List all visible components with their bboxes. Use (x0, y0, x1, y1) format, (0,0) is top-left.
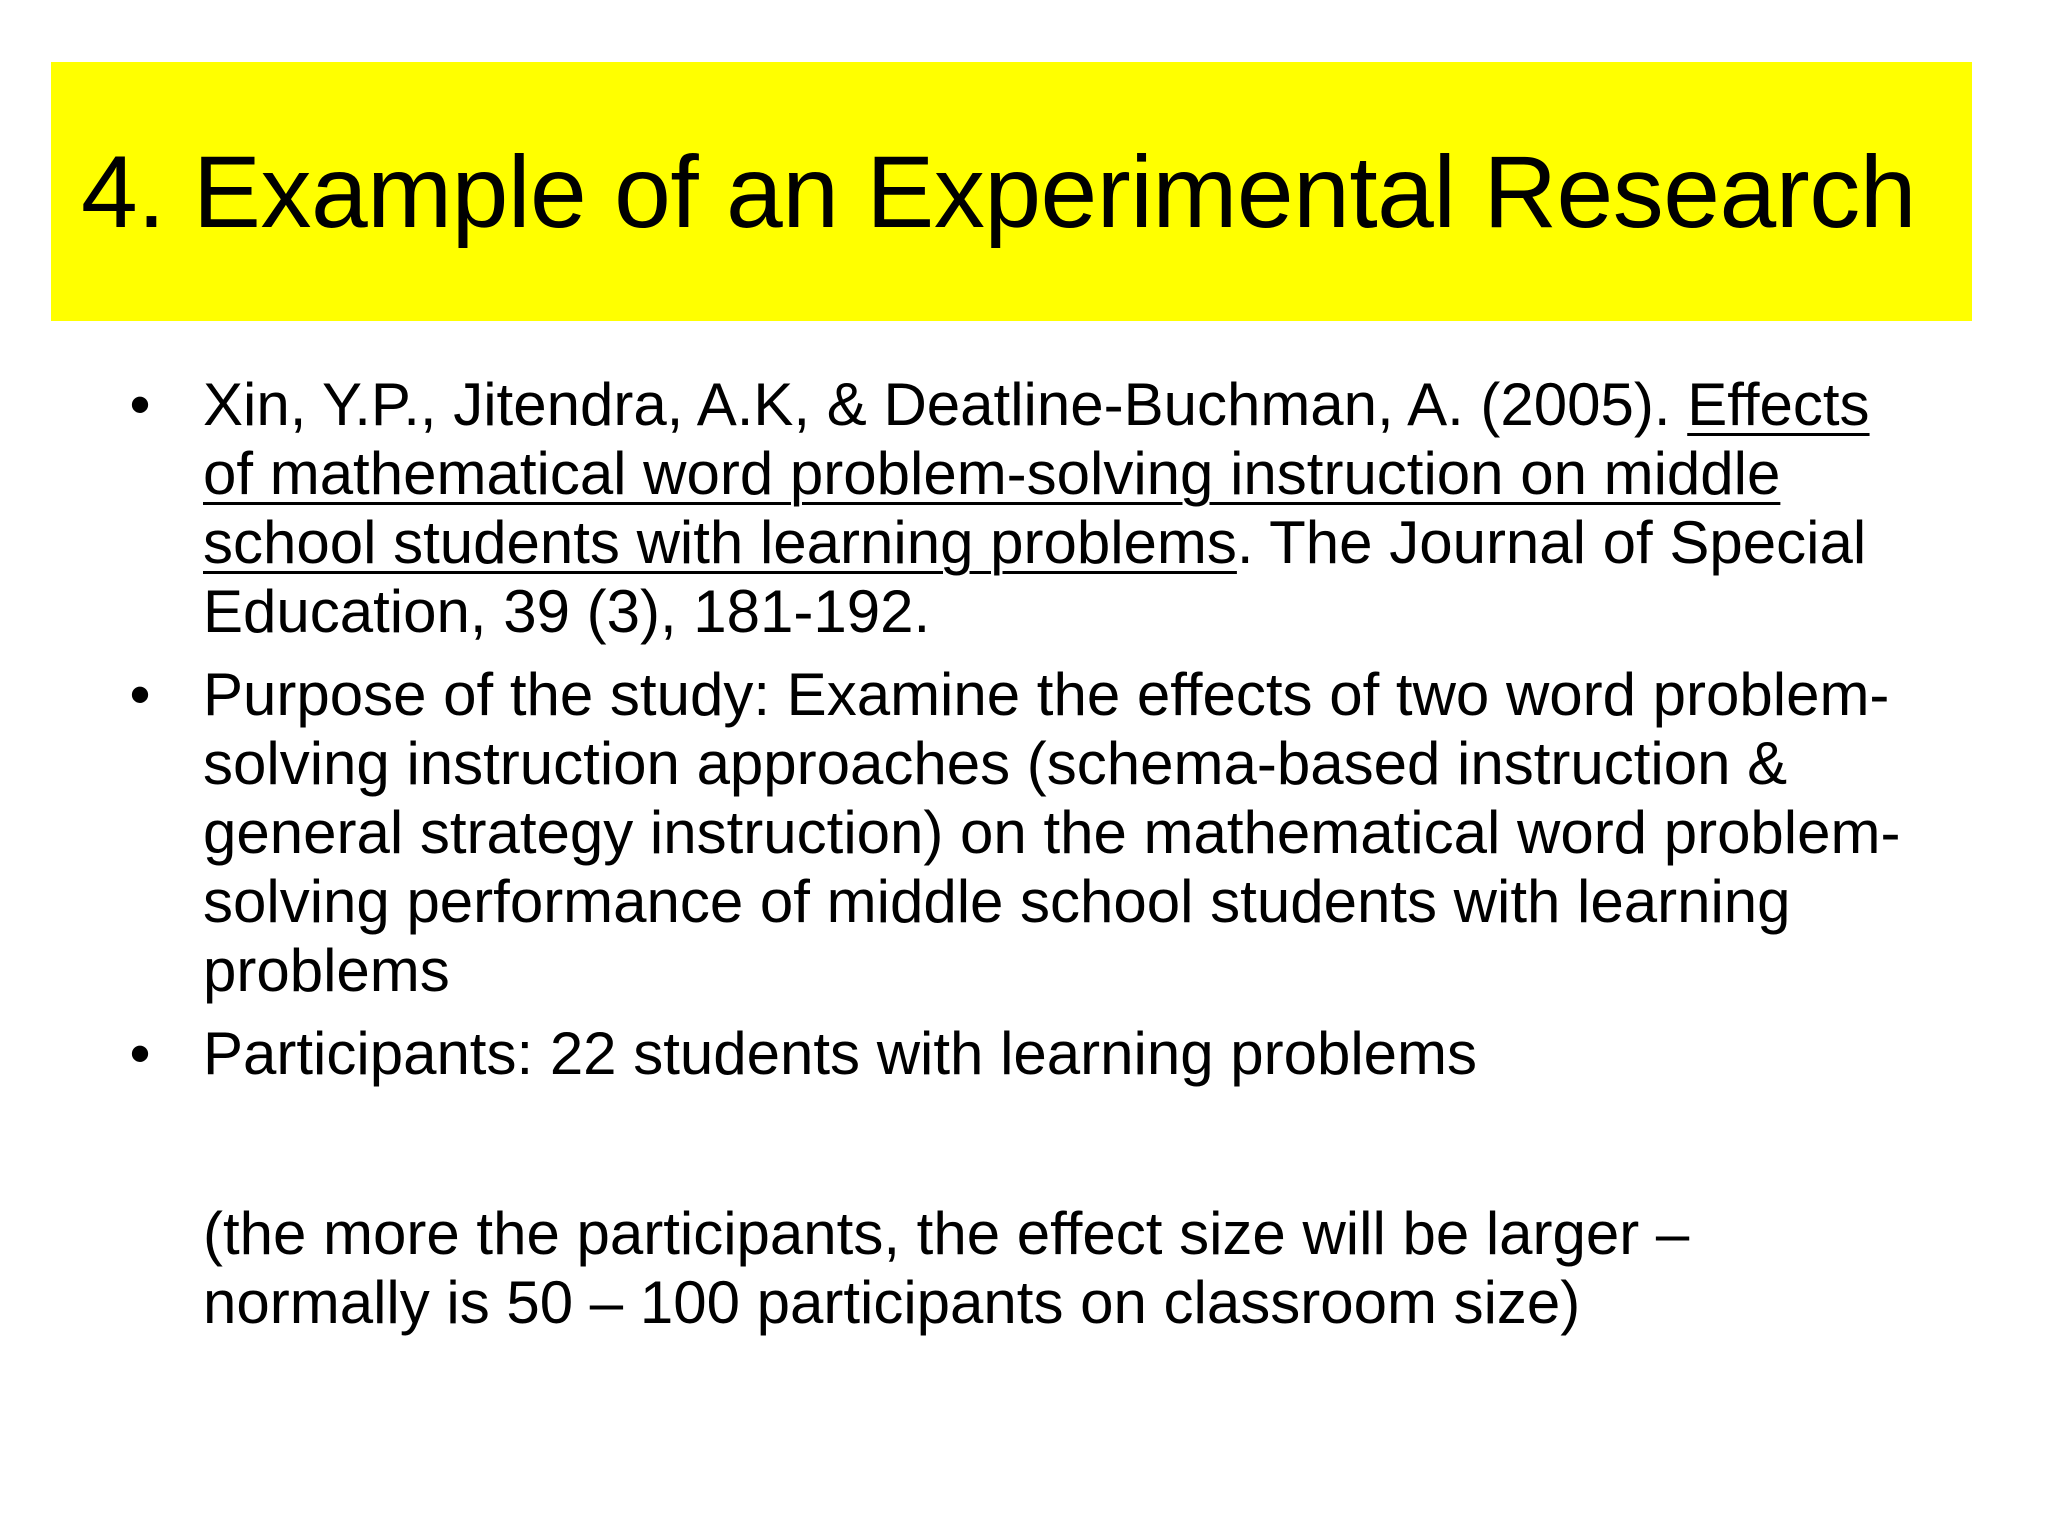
bullet-dot: • (129, 371, 151, 438)
bullet-dot: • (129, 661, 151, 728)
slide-title: 4. Example of an Experimental Research (81, 134, 1916, 249)
title-bar (51, 62, 1972, 321)
citation-authors: Xin, Y.P., Jitendra, A.K, & Deatline-Buchman, A. (2005). (203, 371, 1671, 438)
citation-article-title: Effects of mathematical word problem-solving instruction on middle school students with learning problems (203, 371, 1870, 576)
bullet-list (120, 370, 1920, 1102)
participants-note: (the more the participants, the effect size will be larger – normally is 50 – 100 participants on classroom size) (203, 1200, 1690, 1336)
participants-text: Participants: 22 students with learning problems (203, 1020, 1478, 1087)
bullet-purpose (120, 660, 1920, 1005)
bullet-citation (120, 370, 1920, 646)
bullet-participants (120, 1019, 1920, 1088)
purpose-text: Purpose of the study: Examine the effects of two word problem-solving instruction approaches (schema-based instruction & general strategy instruction) on the mathematical word problem-solving performance of middle school students with learning problems (203, 661, 1901, 1004)
bullet-dot: • (129, 1020, 151, 1087)
citation-source: . The Journal of Special Education, 39 (3), 181-192. (203, 509, 1867, 645)
